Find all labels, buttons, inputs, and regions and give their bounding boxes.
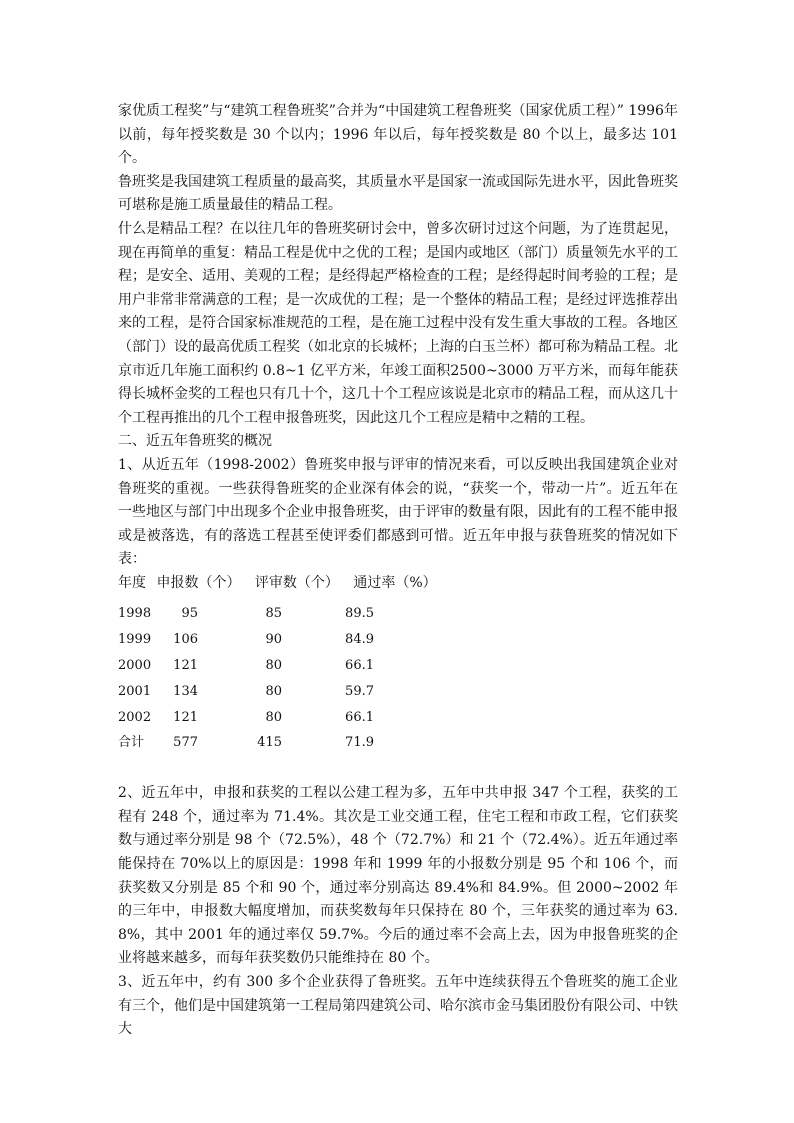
table-header-pass-rate: 通过率（%） [353,574,437,591]
table-row: 2002 121 80 66.1 [118,709,374,725]
table-header [118,572,678,596]
paragraph-intro: 1、从近五年（1998-2002）鲁班奖申报与评审的情况来看，可以反映出我国建筑企业对鲁班奖的重视。一些获得鲁班奖的企业深有体会的说，“获奖一个，带动一片”。近五年在一些地区与部门中出现多个企业申报鲁班奖，由于评审的数量有限，因此有的工程不能申报或是被落选，有的落选工程甚至使评委们都感到可惜。近五年申报与获鲁班奖的情况如下表： [118,456,678,568]
paragraph-award-history: 家优质工程奖”与“建筑工程鲁班奖”合并为“中国建筑工程鲁班奖（国家优质工程）” 1996年以前，每年授奖数是 30 个以内；1996 年以后，每年授奖数是 80 个以上，最多达 101 个。 [118,103,678,167]
paragraph-premium-project: 什么是精品工程？在以往几年的鲁班奖研讨会中，曾多次研讨过这个问题，为了连贯起见，现在再简单的重复：精品工程是优中之优的工程；是国内或地区（部门）质量领先水平的工程；是安全、适用、美观的工程；是经得起严格检查的工程；是经得起时间考验的工程；是用户非常非常满意的工程；是一次成优的工程；是一个整体的精品工程；是经过评选推荐出来的工程，是符合国家标准规范的工程，是在施工过程中没有发生重大事故的工程。各地区（部门）设的最高优质工程奖（如北京的长城杯；上海的白玉兰杯）都可称为精品工程。北京市近几年施工面积约 0.8~1 亿平方米，年竣工面积2500~3000 万平方米，而每年能获得长城杯金奖的工程也只有几十个，这几十个工程应该说是北京市的精品工程，而从这几十个工程再推出的几个工程申报鲁班奖，因此这几个工程应是精中之精的工程。 [118,220,678,426]
table-header-reviewed: 评审数（个） [254,574,339,591]
table-row: 2000 121 80 66.1 [118,658,374,674]
paragraph-winning-companies: 3、近五年中，约有 300 多个企业获得了鲁班奖。五年中连续获得五个鲁班奖的施工企业有三个，他们是中国建筑第一工程局第四建筑公司、哈尔滨市金马集团股份有限公司、中铁大 [118,974,678,1038]
document-page [118,100,678,1042]
data-table [118,601,678,756]
paragraph-project-types: 2、近五年中，申报和获奖的工程以公建工程为多，五年中共申报 347 个工程，获奖的工程有 248 个，通过率为 71.4%。其次是工业交通工程，住宅工程和市政工程，它们获奖数与通过率分别是 98 个（72.5%），48 个（72.7%）和 21 个（72.4%）。近五年通过率能保持在 70%以上的原因是：1998 年和 1999 年的小报数分别是 95 个和 106 个，而获奖数又分别是 85 个和 90 个，通过率分别高达 89.4%和 84.9%。但 2000~2002 年的三年中，申报数大幅度增加，而获奖数每年只保持在 80 个，三年获奖的通过率为 63.8%，其中 2001 年的通过率仅 59.7%。今后的通过率不会高上去，因为申报鲁班奖的企业将越来越多，而每年获奖数仍只能维持在 80 个。 [118,785,678,967]
table-row: 1998 95 85 89.5 [118,606,374,622]
table-row: 1999 106 90 84.9 [118,632,374,648]
table-header-applied: 申报数（个） [156,574,241,591]
paragraph-luban-quality: 鲁班奖是我国建筑工程质量的最高奖，其质量水平是国家一流或国际先进水平，因此鲁班奖可堪称是施工质量最佳的精品工程。 [118,173,678,214]
table-row-total: 合计 577 415 71.9 [118,735,374,751]
table-row: 2001 134 80 59.7 [118,683,374,699]
section-heading: 二、近五年鲁班奖的概况 [118,433,272,450]
table-header-year: 年度 [118,574,146,591]
